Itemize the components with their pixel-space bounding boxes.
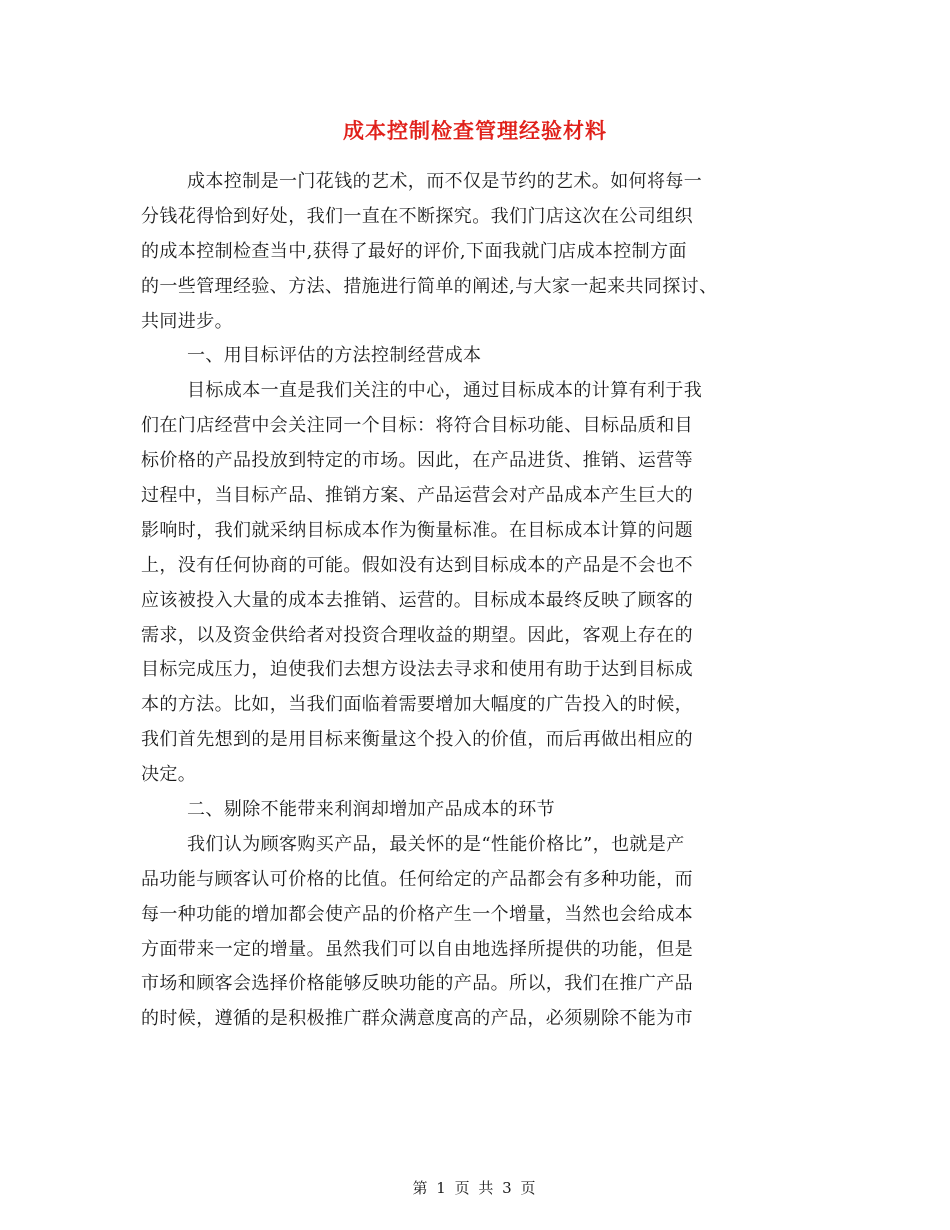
body-line: 每一种功能的增加都会使产品的价格产生一个增量，当然也会给成本 [141,903,693,925]
body-line: 的时候，遵循的是积极推广群众满意度高的产品，必须剔除不能为市 [141,1008,693,1030]
body-line: 需求，以及资金供给者对投资合理收益的期望。因此，客观上存在的 [141,624,693,646]
document-title: 成本控制检查管理经验材料 [343,118,607,143]
body-line: 市场和顾客会选择价格能够反映功能的产品。所以，我们在推广产品 [141,973,693,995]
body-line: 方面带来一定的增量。虽然我们可以自由地选择所提供的功能，但是 [141,938,693,960]
body-line: 品功能与顾客认可价格的比值。任何给定的产品都会有多种功能，而 [141,868,693,890]
body-line: 上，没有任何协商的可能。假如没有达到目标成本的产品是不会也不 [141,554,693,576]
page-number-footer: 第 1 页 共 3 页 [412,1179,538,1197]
section-heading-2: 二、剔除不能带来利润却增加产品成本的环节 [187,799,555,821]
body-line: 共同进步。 [141,310,233,332]
body-line: 目标成本一直是我们关注的中心，通过目标成本的计算有利于我 [187,380,703,402]
body-line: 影响时，我们就采纳目标成本作为衡量标准。在目标成本计算的问题 [141,519,693,541]
body-line: 们在门店经营中会关注同一个目标：将符合目标功能、目标品质和目 [141,415,693,437]
body-line: 的一些管理经验、方法、措施进行简单的阐述,与大家一起来共同探讨、 [141,275,718,297]
body-line: 成本控制是一门花钱的艺术，而不仅是节约的艺术。如何将每一 [187,171,703,192]
body-line: 标价格的产品投放到特定的市场。因此，在产品进货、推销、运营等 [141,450,693,472]
body-line: 应该被投入大量的成本去推销、运营的。目标成本最终反映了顾客的 [141,589,693,611]
body-line: 我们首先想到的是用目标来衡量这个投入的价值，而后再做出相应的 [141,729,693,751]
section-heading-1: 一、用目标评估的方法控制经营成本 [187,345,482,367]
body-line: 目标完成压力，迫使我们去想方设法去寻求和使用有助于达到目标成 [141,659,693,681]
body-line: 我们认为顾客购买产品，最关怀的是“性能价格比”，也就是产 [187,833,685,855]
body-line: 决定。 [141,764,197,786]
body-line: 本的方法。比如，当我们面临着需要增加大幅度的广告投入的时候， [141,694,693,716]
body-line: 的成本控制检查当中,获得了最好的评价,下面我就门店成本控制方面 [141,240,687,262]
body-line: 过程中，当目标产品、推销方案、产品运营会对产品成本产生巨大的 [141,485,693,507]
document-body [141,165,801,1037]
body-line: 分钱花得恰到好处，我们一直在不断探究。我们门店这次在公司组织 [141,205,693,227]
